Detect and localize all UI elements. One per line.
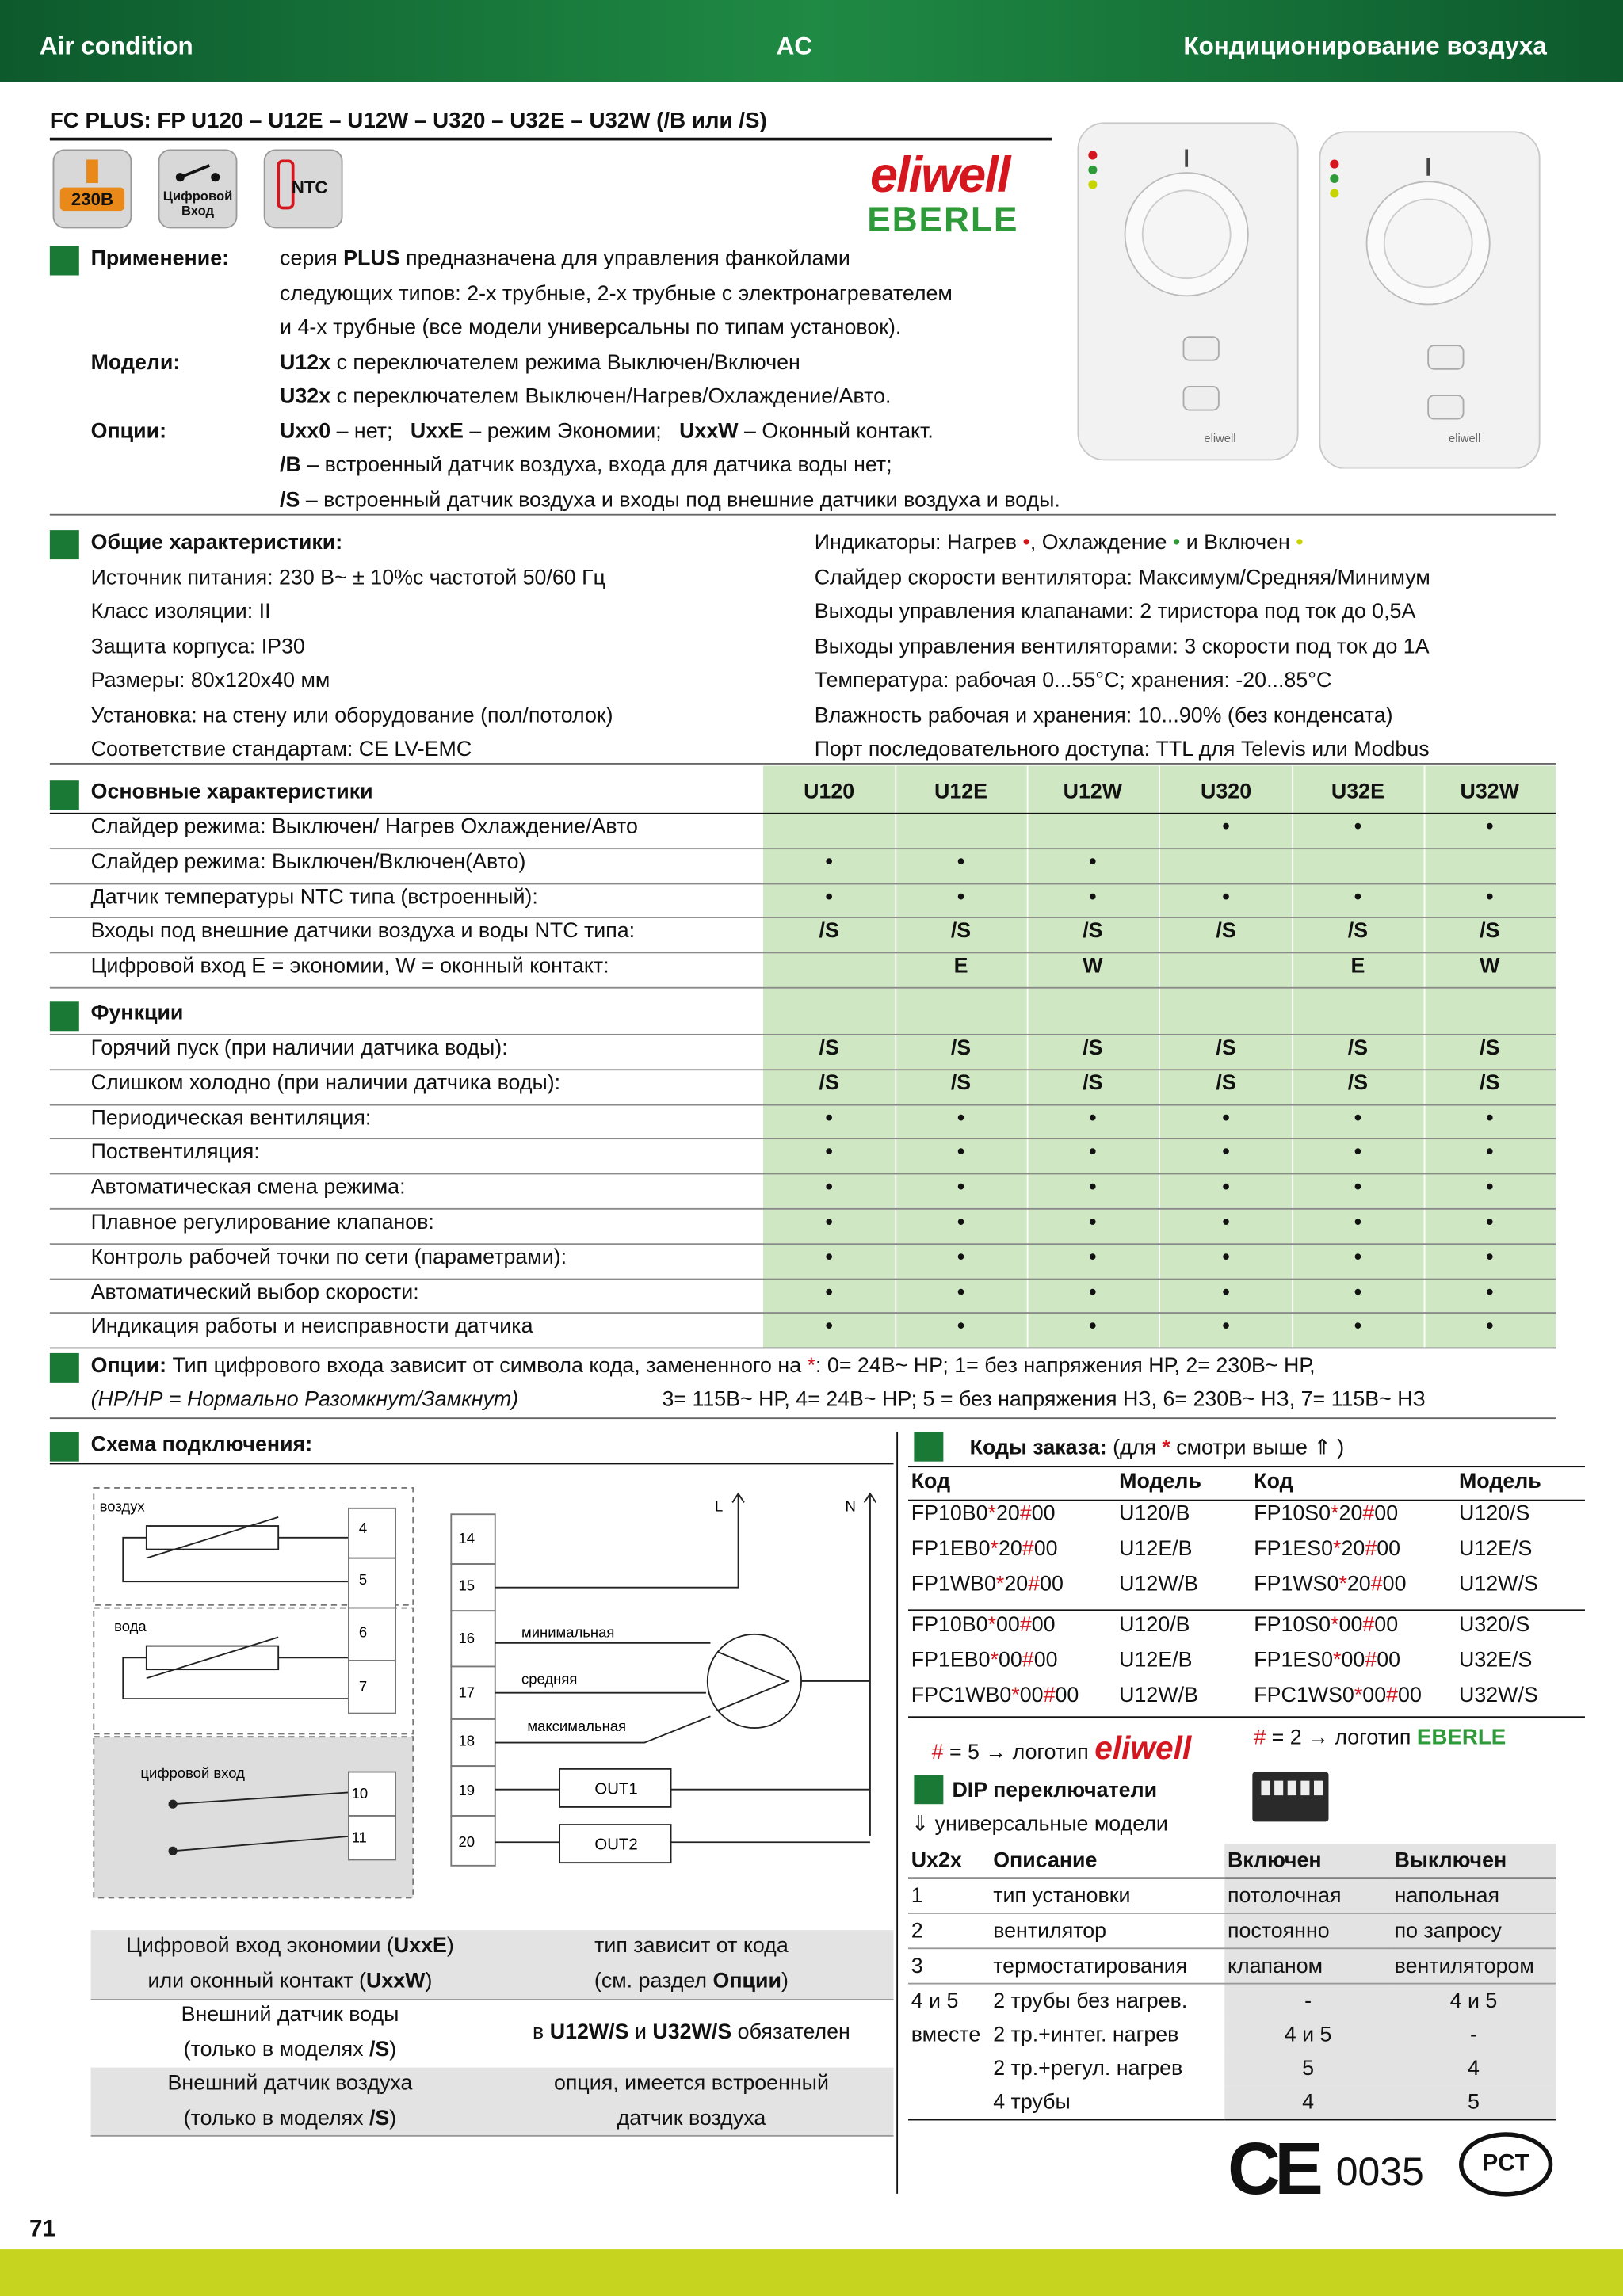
feature-label: Слайдер режима: Выключен/ Нагрев Охлаждение/Авто — [90, 815, 638, 840]
order-model: U12E/B — [1119, 1537, 1193, 1562]
thermostat-photos — [1069, 117, 1611, 469]
dip-table: Ux2x Описание Включен Выключен 1 тип установки потолочная напольная 2 вентилятор постоянно по запросу 3 термостатирования клапаном вентилятором 4 и 5 2 трубы без нагрев. - 4 и 5 вместе 2 тр.+интег. нагрев 4 и 5 - 2 тр.+регул. нагрев 5 4 4 трубы 4 5 — [908, 1844, 1556, 2120]
feature-cell: /S — [1216, 920, 1236, 944]
function-row — [50, 1243, 1556, 1280]
svg-text:максимальная: максимальная — [527, 1717, 627, 1734]
feature-cell: W — [1083, 955, 1103, 979]
svg-text:6: 6 — [358, 1623, 368, 1641]
function-cell: /S — [819, 1036, 839, 1061]
function-cell: • — [1354, 1106, 1362, 1131]
function-cell: • — [1354, 1245, 1362, 1270]
function-cell: /S — [1480, 1071, 1500, 1096]
svg-text:17: 17 — [458, 1684, 475, 1701]
svg-text:18: 18 — [458, 1732, 475, 1749]
title-underline — [50, 138, 1052, 141]
function-cell: • — [1354, 1176, 1362, 1200]
header-right: Кондиционирование воздуха — [1183, 32, 1547, 60]
function-cell: • — [957, 1106, 965, 1131]
svg-text:OUT1: OUT1 — [594, 1780, 638, 1798]
function-cell: /S — [1480, 1036, 1500, 1061]
ce-number: 0035 — [1335, 2149, 1424, 2194]
function-cell: • — [1222, 1211, 1230, 1235]
order-code: FP1WB0*20#00 — [911, 1573, 1064, 1596]
product-title: FC PLUS: FP U120 – U12E – U12W – U320 – U32E – U32W (/B или /S) — [49, 108, 767, 134]
thermostat-device-1 — [1078, 123, 1297, 460]
function-cell: • — [1222, 1141, 1230, 1165]
order-model: U12E/S — [1458, 1537, 1533, 1562]
thermostat-device-2 — [1319, 132, 1539, 468]
svg-text:eliwell: eliwell — [1204, 433, 1236, 446]
feature-cell: E — [1350, 955, 1365, 979]
function-row — [50, 1313, 1556, 1349]
feature-row — [50, 813, 1556, 849]
application-block: Применение: серия PLUS предназначена для управления фанкойлами следующих типов: 2-х трубные, 2-х трубные с электронагревателем и 4-х трубные (все модели универсальны по типам установок). Модели: U12x с переключателем режима Выключен/Включен U32x с переключателем Выключен/Нагрев/Охлаждение/Авто. Опции: Uxx0 – нет; UxxE – режим Экономии; UxxW – Оконный контакт. /B – встроенный датчик воздуха, входа для датчика воды нет; /S – встроенный датчик воздуха и входы под внешние датчики воздуха и воды. — [90, 247, 1060, 513]
badge-digital-input: Цифровой Вход — [158, 150, 238, 229]
order-code: FP1ES0*00#00 — [1254, 1649, 1401, 1672]
function-cell: • — [1486, 1211, 1494, 1235]
order-model: U32W/S — [1458, 1684, 1538, 1708]
function-cell: • — [825, 1141, 833, 1165]
heat-indicator-dot: • — [1022, 531, 1030, 555]
feature-label: Датчик температуры NTC типа (встроенный): — [90, 885, 538, 910]
function-cell: /S — [1216, 1036, 1236, 1061]
dip-switch-icon — [1252, 1772, 1328, 1822]
wiring-title: Схема подключения: — [90, 1433, 313, 1458]
function-cell: • — [1486, 1106, 1494, 1131]
order-model: U12E/B — [1119, 1649, 1193, 1672]
options-note-legend: (НР/НР = Нормально Разомкнут/Замкнут) — [90, 1388, 519, 1412]
order-model: U12W/S — [1458, 1573, 1538, 1596]
feature-label: Входы под внешние датчики воздуха и воды NTC типа: — [90, 920, 636, 944]
function-cell: • — [1486, 1315, 1494, 1340]
order-legend-2: # = 2 → логотип EBERLE — [1254, 1725, 1507, 1750]
function-cell: • — [1089, 1315, 1097, 1340]
wiring-diagram — [88, 1479, 908, 1919]
feature-label: Слайдер режима: Выключен/Включен(Авто) — [90, 850, 526, 875]
function-row — [50, 1104, 1556, 1140]
function-cell: • — [1089, 1141, 1097, 1165]
function-cell: /S — [950, 1036, 972, 1061]
feature-cell: • — [1486, 815, 1494, 840]
function-cell: • — [957, 1245, 965, 1270]
svg-text:eliwell: eliwell — [1449, 433, 1481, 446]
function-cell: /S — [1347, 1036, 1369, 1061]
on-indicator-dot: • — [1296, 531, 1304, 555]
feature-cell: • — [1354, 885, 1362, 910]
function-label: Поствентиляция: — [90, 1141, 260, 1165]
order-code: FP1EB0*20#00 — [911, 1537, 1058, 1562]
order-code: FP10S0*20#00 — [1254, 1502, 1399, 1527]
function-cell: /S — [1083, 1036, 1103, 1061]
svg-text:7: 7 — [358, 1677, 368, 1695]
function-label: Автоматический выбор скорости: — [90, 1280, 419, 1305]
section-marker — [914, 1432, 943, 1462]
svg-text:16: 16 — [458, 1629, 475, 1646]
section-marker — [50, 1353, 79, 1383]
function-cell: • — [825, 1106, 833, 1131]
order-code: FPC1WB0*00#00 — [911, 1684, 1079, 1708]
function-row — [50, 1173, 1556, 1210]
dip-title: DIP переключатели — [952, 1779, 1158, 1803]
feature-cell: • — [1354, 815, 1362, 840]
notes-table: Цифровой вход экономии (UxxE) или оконный контакт (UxxW) тип зависит от кода (см. раздел Опции) Внешний датчик воды (только в моделях /S) в U12W/S и U32W/S обязателен Внешний датчик воздуха (только в моделях /S) опция, имеется встроенный датчик воздуха — [91, 1930, 894, 2135]
order-code: FPC1WS0*00#00 — [1254, 1684, 1422, 1708]
function-cell: • — [1089, 1176, 1097, 1200]
order-model: U320/S — [1458, 1613, 1530, 1638]
header-left: Air condition — [39, 32, 193, 60]
feature-cell: • — [825, 850, 833, 875]
function-cell: • — [957, 1141, 965, 1165]
feature-cell: • — [957, 885, 965, 910]
order-code: FP1EB0*00#00 — [911, 1649, 1058, 1672]
svg-text:10: 10 — [351, 1784, 369, 1802]
order-model: U32E/S — [1458, 1649, 1533, 1672]
function-cell: • — [1486, 1280, 1494, 1305]
feature-cell: /S — [1083, 920, 1103, 944]
svg-text:минимальная: минимальная — [521, 1623, 615, 1641]
function-cell: • — [1354, 1211, 1362, 1235]
badge-ntc: NTC — [264, 150, 343, 229]
function-label: Периодическая вентиляция: — [90, 1106, 372, 1131]
function-cell: /S — [819, 1071, 839, 1096]
order-code: FP1WS0*20#00 — [1254, 1573, 1407, 1596]
order-model: U12W/B — [1119, 1573, 1198, 1596]
order-code: FP1ES0*20#00 — [1254, 1537, 1401, 1562]
badge-230v: 230B — [53, 150, 132, 229]
function-cell: /S — [950, 1071, 972, 1096]
feature-cell: /S — [819, 920, 839, 944]
function-cell: • — [957, 1280, 965, 1305]
function-cell: • — [1354, 1315, 1362, 1340]
function-cell: • — [825, 1315, 833, 1340]
function-row — [50, 1034, 1556, 1070]
divider — [50, 514, 1556, 516]
options-note-codes: 3= 115В~ НР, 4= 24В~ НР; 5 = без напряжения НЗ, 6= 230В~ НЗ, 7= 115В~ НЗ — [662, 1388, 1426, 1412]
general-left-list: Источник питания: 230 В~ ± 10%с частотой 50/60 Гц Класс изоляции: II Защита корпуса: IP30 Размеры: 80x120x40 мм Установка: на стену или оборудование (пол/потолок) Соответствие стандартам: CE LV-EMC — [90, 566, 613, 762]
function-label: Плавное регулирование клапанов: — [90, 1211, 434, 1235]
feature-cell: W — [1480, 955, 1500, 979]
function-cell: • — [1222, 1106, 1230, 1131]
function-cell: /S — [1083, 1071, 1103, 1096]
svg-text:средняя: средняя — [521, 1670, 578, 1688]
function-cell: • — [825, 1280, 833, 1305]
divider — [50, 1417, 1556, 1419]
function-cell: • — [825, 1245, 833, 1270]
function-cell: • — [957, 1176, 965, 1200]
svg-text:14: 14 — [458, 1530, 475, 1547]
function-cell: /S — [1347, 1071, 1369, 1096]
function-label: Контроль рабочей точки по сети (параметрами): — [90, 1245, 567, 1270]
feature-cell: • — [1089, 850, 1097, 875]
order-code: FP10S0*00#00 — [1254, 1613, 1399, 1638]
svg-text:L: L — [715, 1497, 724, 1515]
function-cell: • — [1222, 1176, 1230, 1200]
svg-text:19: 19 — [458, 1782, 475, 1799]
function-label: Индикация работы и неисправности датчика — [90, 1315, 533, 1340]
function-cell: • — [1354, 1141, 1362, 1165]
feature-cell: E — [953, 955, 968, 979]
feature-cell: • — [1222, 885, 1230, 910]
svg-text:OUT2: OUT2 — [594, 1836, 638, 1854]
features-header-row: Основные характеристики U120 U12E U12W U320 U32E U32W — [50, 777, 1556, 814]
order-model: U120/B — [1119, 1613, 1190, 1638]
order-model: U120/S — [1458, 1502, 1530, 1527]
order-title: Коды заказа: (для * смотри выше ⇑ ) — [969, 1436, 1345, 1460]
svg-text:N: N — [845, 1497, 856, 1515]
function-label: Слишком холодно (при наличии датчика воды): — [90, 1071, 561, 1096]
svg-text:5: 5 — [358, 1570, 368, 1588]
section-marker — [50, 530, 79, 559]
functions-header-row: Функции — [50, 999, 1556, 1035]
eliwell-logo: eliwell — [869, 147, 1010, 204]
function-cell: • — [1222, 1280, 1230, 1305]
options-note: Опции: Тип цифрового входа зависит от символа кода, замененного на *: 0= 24В~ НР; 1= без напряжения НР, 2= 230В~ НР, — [90, 1354, 1316, 1379]
function-cell: • — [1089, 1280, 1097, 1305]
feature-row — [50, 917, 1556, 954]
order-model: U12W/B — [1119, 1684, 1198, 1708]
feature-row — [50, 952, 1556, 989]
order-model: U120/B — [1119, 1502, 1190, 1527]
feature-cell: • — [957, 850, 965, 875]
feature-cell: /S — [950, 920, 972, 944]
svg-text:20: 20 — [458, 1833, 475, 1850]
feature-row — [50, 883, 1556, 919]
feature-cell: • — [1486, 885, 1494, 910]
function-label: Горячий пуск (при наличии датчика воды): — [90, 1036, 508, 1061]
svg-text:15: 15 — [458, 1577, 475, 1594]
svg-text:11: 11 — [351, 1829, 367, 1846]
order-code: FP10B0*20#00 — [911, 1502, 1056, 1527]
pct-mark: PCT — [1459, 2132, 1552, 2196]
section-marker — [914, 1775, 943, 1804]
eberle-logo: EBERLE — [867, 200, 1019, 241]
section-marker — [50, 246, 79, 276]
function-row — [50, 1138, 1556, 1175]
page-number: 71 — [29, 2217, 55, 2242]
feature-label: Цифровой вход E = экономии, W = оконный контакт: — [90, 955, 609, 979]
function-cell: • — [825, 1211, 833, 1235]
air-sensor-label: воздух — [99, 1497, 145, 1515]
function-cell: • — [1089, 1245, 1097, 1270]
divider — [50, 763, 1556, 765]
function-row — [50, 1208, 1556, 1245]
function-cell: • — [825, 1176, 833, 1200]
ce-mark: CE — [1227, 2127, 1318, 2210]
feature-cell: • — [1089, 885, 1097, 910]
order-legend-1: # = 5 → логотип eliwell — [931, 1729, 1192, 1767]
svg-text:4: 4 — [358, 1520, 368, 1537]
feature-cell: • — [825, 885, 833, 910]
header-center: AC — [776, 32, 813, 60]
cool-indicator-dot: • — [1172, 531, 1181, 555]
function-cell: • — [957, 1211, 965, 1235]
water-sensor-label: вода — [114, 1618, 147, 1635]
function-cell: • — [1486, 1141, 1494, 1165]
function-cell: /S — [1216, 1071, 1236, 1096]
feature-cell: • — [1222, 815, 1230, 840]
function-cell: • — [1486, 1245, 1494, 1270]
function-cell: • — [957, 1315, 965, 1340]
function-cell: • — [1089, 1106, 1097, 1131]
order-code: FP10B0*00#00 — [911, 1613, 1056, 1638]
function-cell: • — [1354, 1280, 1362, 1305]
function-row — [50, 1069, 1556, 1105]
function-cell: • — [1222, 1245, 1230, 1270]
function-label: Автоматическая смена режима: — [90, 1176, 406, 1200]
footer-bar — [0, 2249, 1623, 2296]
feature-cell: /S — [1480, 920, 1500, 944]
plug-icon — [86, 159, 98, 183]
dip-subtitle: ⇓ универсальные модели — [911, 1813, 1168, 1836]
function-cell: • — [1222, 1315, 1230, 1340]
general-right-list: Индикаторы: Нагрев •, Охлаждение • и Включен • Слайдер скорости вентилятора: Максимум/Средняя/Минимум Выходы управления клапанами: 2 тиристора под ток до 0,5А Выходы управления вентиляторами: 3 скорости под ток до 1А Температура: рабочая 0...55°C; хранения: -20...85°C Влажность рабочая и хранения: 10...90% (без конденсата) Порт последовательного доступа: TTL для Televis или Modbus — [814, 531, 1430, 762]
page-header — [0, 0, 1623, 82]
function-cell: • — [1089, 1211, 1097, 1235]
feature-cell: /S — [1347, 920, 1369, 944]
section-marker — [50, 1432, 79, 1462]
digital-input-label: цифровой вход — [140, 1764, 245, 1781]
general-title: Общие характеристики: — [90, 531, 343, 555]
switch-icon — [174, 159, 221, 185]
function-cell: • — [1486, 1176, 1494, 1200]
function-row — [50, 1278, 1556, 1314]
feature-row — [50, 848, 1556, 884]
